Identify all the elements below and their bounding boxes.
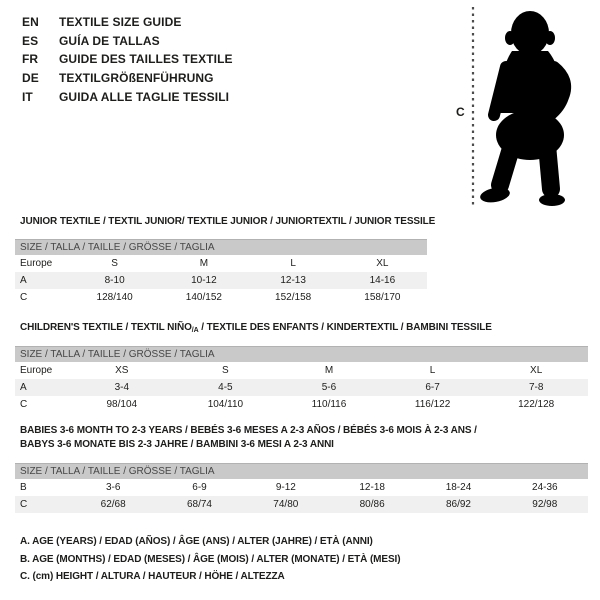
size-cell: 6-9 xyxy=(192,482,207,493)
babies-table-title-line2: BABYS 3-6 MONATE BIS 2-3 JAHRE / BAMBINI 3-6 MESI A 2-3 ANNI xyxy=(20,439,334,450)
size-cell: M xyxy=(199,258,209,269)
size-cell: 3-6 xyxy=(105,482,121,493)
children-title-pre: CHILDREN'S TEXTILE / TEXTIL NIÑO xyxy=(20,322,192,333)
language-row-it xyxy=(22,87,233,106)
children-table-title xyxy=(20,322,492,334)
size-cell: 140/152 xyxy=(185,292,222,303)
size-cell: L xyxy=(290,258,296,269)
table-row xyxy=(15,496,588,513)
row-label: C xyxy=(20,399,28,410)
size-cell: M xyxy=(324,365,334,376)
baby-silhouette-icon xyxy=(450,5,600,212)
children-size-table xyxy=(15,346,588,413)
language-row-es xyxy=(22,32,233,51)
size-cell: S xyxy=(222,365,229,376)
language-row-de xyxy=(22,69,233,88)
row-label: C xyxy=(20,499,28,510)
children-title-sub: /A xyxy=(191,327,199,334)
children-size-header: SIZE / TALLA / TAILLE / GRÖSSE / TAGLIA xyxy=(15,346,588,362)
size-cell: 24-36 xyxy=(532,482,558,493)
table-row xyxy=(15,289,427,306)
table-row xyxy=(15,379,588,396)
language-code: FR xyxy=(22,52,39,67)
junior-size-header: SIZE / TALLA / TAILLE / GRÖSSE / TAGLIA xyxy=(15,239,427,255)
row-label: Europe xyxy=(20,365,53,376)
table-row xyxy=(15,272,427,289)
row-label: A xyxy=(20,275,27,286)
babies-table-title-line1: BABIES 3-6 MONTH TO 2-3 YEARS / BEBÉS 3-6 MESES A 2-3 AÑOS / BÉBÉS 3-6 MOIS À 2-3 ANS / xyxy=(20,425,477,436)
size-cell: 4-5 xyxy=(218,382,233,393)
language-code: DE xyxy=(22,71,39,86)
language-label: TEXTILGRÖßENFÜHRUNG xyxy=(59,71,214,86)
baby-silhouette xyxy=(479,11,565,206)
size-cell: 9-12 xyxy=(275,482,296,493)
size-cell: 8-10 xyxy=(104,275,125,286)
size-cell: 14-16 xyxy=(369,275,396,286)
language-label: TEXTILE SIZE GUIDE xyxy=(59,15,182,30)
language-label: GUÍA DE TALLAS xyxy=(59,33,160,48)
language-header xyxy=(22,13,233,106)
size-cell: 158/170 xyxy=(364,292,401,303)
size-cell: XS xyxy=(115,365,129,376)
language-row-en xyxy=(22,13,233,32)
row-label: B xyxy=(20,482,27,493)
size-cell: 3-4 xyxy=(114,382,130,393)
babies-size-table xyxy=(15,463,588,513)
size-cell: 7-8 xyxy=(528,382,544,393)
size-cell: 92/98 xyxy=(532,499,558,510)
size-cell: 62/68 xyxy=(100,499,126,510)
children-table-rows xyxy=(15,362,588,413)
size-cell: 86/92 xyxy=(445,499,471,510)
row-label: Europe xyxy=(20,258,53,269)
junior-table-title: JUNIOR TEXTILE / TEXTIL JUNIOR/ TEXTILE JUNIOR / JUNIORTEXTIL / JUNIOR TESSILE xyxy=(20,216,436,227)
size-cell: 5-6 xyxy=(321,382,337,393)
size-cell: 110/116 xyxy=(311,399,347,410)
size-cell: 128/140 xyxy=(96,292,133,303)
size-cell: 98/104 xyxy=(106,399,138,410)
size-cell: 18-24 xyxy=(445,482,472,493)
figure-measure-label: C xyxy=(456,105,465,119)
footnote-c: C. (cm) HEIGHT / ALTURA / HAUTEUR / HÖHE / ALTEZZA xyxy=(20,571,285,583)
size-cell: 10-12 xyxy=(191,275,217,286)
junior-table-rows xyxy=(15,255,427,306)
language-row-fr xyxy=(22,50,233,69)
footnote-a: A. AGE (YEARS) / EDAD (AÑOS) / ÂGE (ANS) / ALTER (JAHRE) / ETÀ (ANNI) xyxy=(20,536,373,548)
size-cell: 152/158 xyxy=(275,292,312,303)
size-cell: XL xyxy=(376,258,389,269)
babies-size-header: SIZE / TALLA / TAILLE / GRÖSSE / TAGLIA xyxy=(15,463,588,479)
size-cell: L xyxy=(429,365,436,376)
size-cell: 68/74 xyxy=(186,499,212,510)
size-cell: 80/86 xyxy=(359,499,385,510)
size-cell: 12-13 xyxy=(280,275,306,286)
table-row xyxy=(15,255,427,272)
size-cell: 6-7 xyxy=(425,382,440,393)
size-cell: 116/122 xyxy=(414,399,451,410)
table-row xyxy=(15,396,588,413)
table-row xyxy=(15,479,588,496)
language-code: EN xyxy=(22,15,39,30)
children-title-post: / TEXTILE DES ENFANTS / KINDERTEXTIL / BAMBINI TESSILE xyxy=(198,322,492,333)
size-cell: 104/110 xyxy=(207,399,244,410)
size-cell: XL xyxy=(530,365,543,376)
footnotes xyxy=(20,533,400,586)
language-code: ES xyxy=(22,33,39,48)
junior-size-table xyxy=(15,239,427,306)
language-code: IT xyxy=(22,89,33,104)
size-cell: 74/80 xyxy=(273,499,299,510)
row-label: A xyxy=(20,382,27,393)
table-row xyxy=(15,362,588,379)
size-cell: 12-18 xyxy=(359,482,385,493)
language-label: GUIDE DES TAILLES TEXTILE xyxy=(59,52,233,67)
babies-table-rows xyxy=(15,479,588,513)
size-cell: S xyxy=(111,258,118,269)
size-cell: 122/128 xyxy=(518,399,555,410)
row-label: C xyxy=(20,292,28,303)
baby-figure xyxy=(450,5,600,212)
language-label: GUIDA ALLE TAGLIE TESSILI xyxy=(59,89,230,104)
footnote-b: B. AGE (MONTHS) / EDAD (MESES) / ÂGE (MOIS) / ALTER (MONATE) / ETÀ (MESI) xyxy=(20,553,401,565)
